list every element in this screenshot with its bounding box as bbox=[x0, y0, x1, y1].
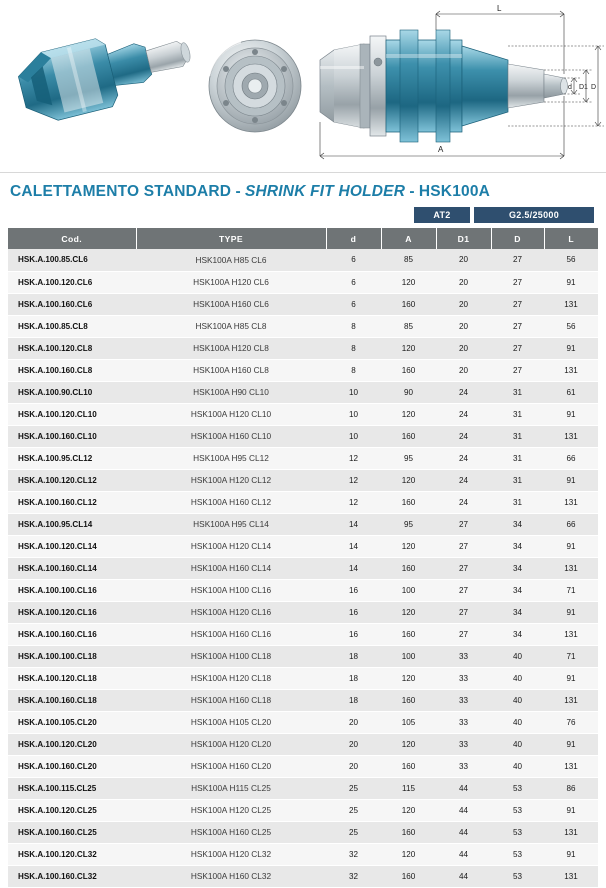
cell-D: 40 bbox=[491, 689, 544, 711]
cell-A: 95 bbox=[381, 513, 436, 535]
cell-D: 27 bbox=[491, 359, 544, 381]
cell-D: 40 bbox=[491, 645, 544, 667]
table-row bbox=[8, 667, 598, 689]
table-row bbox=[8, 733, 598, 755]
cell-type: HSK100A H120 CL12 bbox=[136, 469, 326, 491]
cell-code: HSK.A.100.120.CL12 bbox=[8, 469, 136, 491]
cell-D: 34 bbox=[491, 513, 544, 535]
table-row bbox=[8, 447, 598, 469]
cell-D1: 44 bbox=[436, 821, 491, 843]
cell-D: 53 bbox=[491, 821, 544, 843]
cell-type: HSK100A H120 CL6 bbox=[136, 271, 326, 293]
cell-D: 27 bbox=[491, 337, 544, 359]
table-row bbox=[8, 403, 598, 425]
table-row bbox=[8, 645, 598, 667]
table-row bbox=[8, 865, 598, 887]
cell-A: 120 bbox=[381, 403, 436, 425]
dim-label-d: d bbox=[568, 84, 572, 91]
cell-D1: 20 bbox=[436, 271, 491, 293]
column-header-A: A bbox=[381, 228, 436, 249]
cell-D: 53 bbox=[491, 799, 544, 821]
cell-code: HSK.A.100.115.CL25 bbox=[8, 777, 136, 799]
cell-d: 18 bbox=[326, 667, 381, 689]
holder-dimension-illustration bbox=[312, 0, 604, 172]
spec-badges bbox=[8, 207, 598, 225]
cell-code: HSK.A.100.95.CL14 bbox=[8, 513, 136, 535]
title-separator-2: - bbox=[405, 183, 419, 200]
cell-D1: 27 bbox=[436, 579, 491, 601]
cell-type: HSK100A H160 CL32 bbox=[136, 865, 326, 887]
cell-A: 100 bbox=[381, 645, 436, 667]
cell-d: 18 bbox=[326, 645, 381, 667]
cell-L: 91 bbox=[544, 403, 598, 425]
table-row bbox=[8, 557, 598, 579]
holder-front-illustration bbox=[200, 0, 310, 172]
cell-D: 40 bbox=[491, 755, 544, 777]
cell-A: 120 bbox=[381, 601, 436, 623]
table-row bbox=[8, 315, 598, 337]
cell-A: 120 bbox=[381, 271, 436, 293]
cell-type: HSK100A H115 CL25 bbox=[136, 777, 326, 799]
dim-label-L: L bbox=[497, 4, 502, 13]
cell-type: HSK100A H120 CL20 bbox=[136, 733, 326, 755]
table-row bbox=[8, 601, 598, 623]
cell-d: 25 bbox=[326, 777, 381, 799]
cell-D: 34 bbox=[491, 601, 544, 623]
cell-A: 160 bbox=[381, 491, 436, 513]
table-row bbox=[8, 293, 598, 315]
cell-d: 12 bbox=[326, 469, 381, 491]
cell-L: 131 bbox=[544, 491, 598, 513]
cell-d: 8 bbox=[326, 359, 381, 381]
cell-code: HSK.A.100.160.CL10 bbox=[8, 425, 136, 447]
cell-code: HSK.A.100.120.CL20 bbox=[8, 733, 136, 755]
table-row bbox=[8, 821, 598, 843]
cell-code: HSK.A.100.95.CL12 bbox=[8, 447, 136, 469]
illustration-band bbox=[0, 0, 606, 172]
table-row bbox=[8, 579, 598, 601]
cell-type: HSK100A H120 CL8 bbox=[136, 337, 326, 359]
cell-A: 95 bbox=[381, 447, 436, 469]
table-row bbox=[8, 799, 598, 821]
cell-code: HSK.A.100.85.CL6 bbox=[8, 249, 136, 271]
cell-A: 160 bbox=[381, 821, 436, 843]
table-row bbox=[8, 689, 598, 711]
cell-d: 14 bbox=[326, 557, 381, 579]
cell-D: 34 bbox=[491, 623, 544, 645]
column-header-type: TYPE bbox=[136, 228, 326, 249]
column-header-D: D bbox=[491, 228, 544, 249]
cell-type: HSK100A H100 CL18 bbox=[136, 645, 326, 667]
cell-code: HSK.A.100.85.CL8 bbox=[8, 315, 136, 337]
cell-d: 8 bbox=[326, 337, 381, 359]
cell-L: 71 bbox=[544, 645, 598, 667]
title-main: CALETTAMENTO STANDARD bbox=[10, 183, 232, 200]
cell-code: HSK.A.100.160.CL12 bbox=[8, 491, 136, 513]
holder-section-illustration bbox=[8, 0, 198, 172]
cell-D: 34 bbox=[491, 579, 544, 601]
cell-type: HSK100A H160 CL16 bbox=[136, 623, 326, 645]
cell-D1: 33 bbox=[436, 733, 491, 755]
holder-section-svg bbox=[8, 0, 198, 172]
cell-L: 91 bbox=[544, 799, 598, 821]
cell-A: 100 bbox=[381, 579, 436, 601]
cell-L: 91 bbox=[544, 469, 598, 491]
cell-L: 61 bbox=[544, 381, 598, 403]
cell-code: HSK.A.100.120.CL25 bbox=[8, 799, 136, 821]
cell-D: 27 bbox=[491, 315, 544, 337]
cell-D1: 27 bbox=[436, 601, 491, 623]
table-row bbox=[8, 491, 598, 513]
cell-A: 120 bbox=[381, 535, 436, 557]
column-header-L: L bbox=[544, 228, 598, 249]
table-row bbox=[8, 337, 598, 359]
cell-d: 14 bbox=[326, 535, 381, 557]
cell-L: 131 bbox=[544, 425, 598, 447]
cell-D: 27 bbox=[491, 293, 544, 315]
cell-L: 91 bbox=[544, 843, 598, 865]
cell-A: 120 bbox=[381, 733, 436, 755]
table-row bbox=[8, 623, 598, 645]
cell-D: 31 bbox=[491, 491, 544, 513]
cell-type: HSK100A H85 CL8 bbox=[136, 315, 326, 337]
cell-D1: 44 bbox=[436, 777, 491, 799]
cell-A: 160 bbox=[381, 293, 436, 315]
table-row bbox=[8, 777, 598, 799]
product-table bbox=[8, 228, 598, 888]
cell-D1: 27 bbox=[436, 557, 491, 579]
cell-D1: 33 bbox=[436, 689, 491, 711]
cell-d: 14 bbox=[326, 513, 381, 535]
cell-code: HSK.A.100.120.CL8 bbox=[8, 337, 136, 359]
cell-d: 16 bbox=[326, 601, 381, 623]
cell-code: HSK.A.100.120.CL14 bbox=[8, 535, 136, 557]
cell-type: HSK100A H120 CL14 bbox=[136, 535, 326, 557]
cell-A: 85 bbox=[381, 315, 436, 337]
cell-code: HSK.A.100.120.CL32 bbox=[8, 843, 136, 865]
column-header-d: d bbox=[326, 228, 381, 249]
cell-d: 18 bbox=[326, 689, 381, 711]
holder-front-svg bbox=[200, 0, 310, 172]
cell-d: 6 bbox=[326, 293, 381, 315]
cell-d: 6 bbox=[326, 271, 381, 293]
cell-type: HSK100A H95 CL14 bbox=[136, 513, 326, 535]
cell-type: HSK100A H120 CL16 bbox=[136, 601, 326, 623]
cell-A: 90 bbox=[381, 381, 436, 403]
cell-d: 6 bbox=[326, 249, 381, 271]
cell-d: 25 bbox=[326, 821, 381, 843]
cell-A: 120 bbox=[381, 799, 436, 821]
cell-L: 131 bbox=[544, 689, 598, 711]
cell-D: 27 bbox=[491, 271, 544, 293]
cell-L: 131 bbox=[544, 623, 598, 645]
cell-D1: 44 bbox=[436, 843, 491, 865]
cell-A: 160 bbox=[381, 623, 436, 645]
cell-D1: 33 bbox=[436, 645, 491, 667]
cell-d: 32 bbox=[326, 865, 381, 887]
cell-d: 12 bbox=[326, 447, 381, 469]
cell-d: 10 bbox=[326, 425, 381, 447]
cell-L: 131 bbox=[544, 557, 598, 579]
dim-label-D1: D1 bbox=[579, 84, 588, 91]
cell-D: 53 bbox=[491, 843, 544, 865]
cell-L: 56 bbox=[544, 249, 598, 271]
cell-d: 25 bbox=[326, 799, 381, 821]
cell-L: 91 bbox=[544, 733, 598, 755]
cell-d: 16 bbox=[326, 579, 381, 601]
status-badge-balance: G2.5/25000 bbox=[474, 207, 594, 223]
table-row bbox=[8, 359, 598, 381]
cell-D: 31 bbox=[491, 425, 544, 447]
cell-D1: 20 bbox=[436, 337, 491, 359]
cell-L: 131 bbox=[544, 359, 598, 381]
column-header-D1: D1 bbox=[436, 228, 491, 249]
table-row bbox=[8, 469, 598, 491]
cell-A: 160 bbox=[381, 359, 436, 381]
dim-label-D: D bbox=[591, 84, 597, 91]
cell-D: 27 bbox=[491, 249, 544, 271]
cell-d: 16 bbox=[326, 623, 381, 645]
cell-A: 160 bbox=[381, 755, 436, 777]
cell-code: HSK.A.100.160.CL6 bbox=[8, 293, 136, 315]
cell-L: 131 bbox=[544, 865, 598, 887]
cell-D: 31 bbox=[491, 381, 544, 403]
cell-D: 40 bbox=[491, 667, 544, 689]
cell-code: HSK.A.100.160.CL25 bbox=[8, 821, 136, 843]
cell-code: HSK.A.100.100.CL18 bbox=[8, 645, 136, 667]
cell-L: 91 bbox=[544, 535, 598, 557]
cell-type: HSK100A H85 CL6 bbox=[136, 249, 326, 271]
table-row bbox=[8, 381, 598, 403]
cell-type: HSK100A H100 CL16 bbox=[136, 579, 326, 601]
cell-type: HSK100A H160 CL18 bbox=[136, 689, 326, 711]
cell-L: 131 bbox=[544, 755, 598, 777]
cell-D1: 27 bbox=[436, 623, 491, 645]
cell-code: HSK.A.100.100.CL16 bbox=[8, 579, 136, 601]
page-title bbox=[0, 173, 606, 205]
cell-D1: 27 bbox=[436, 535, 491, 557]
cell-D: 31 bbox=[491, 403, 544, 425]
table-row bbox=[8, 843, 598, 865]
cell-type: HSK100A H160 CL20 bbox=[136, 755, 326, 777]
cell-A: 120 bbox=[381, 843, 436, 865]
cell-code: HSK.A.100.120.CL10 bbox=[8, 403, 136, 425]
cell-d: 10 bbox=[326, 403, 381, 425]
cell-L: 91 bbox=[544, 337, 598, 359]
cell-code: HSK.A.100.160.CL18 bbox=[8, 689, 136, 711]
cell-type: HSK100A H160 CL12 bbox=[136, 491, 326, 513]
table-row bbox=[8, 249, 598, 271]
cell-D: 31 bbox=[491, 469, 544, 491]
cell-code: HSK.A.100.105.CL20 bbox=[8, 711, 136, 733]
cell-A: 160 bbox=[381, 425, 436, 447]
cell-type: HSK100A H120 CL18 bbox=[136, 667, 326, 689]
dim-label-A: A bbox=[438, 145, 444, 154]
cell-code: HSK.A.100.160.CL8 bbox=[8, 359, 136, 381]
table-row bbox=[8, 755, 598, 777]
cell-L: 131 bbox=[544, 293, 598, 315]
cell-D1: 20 bbox=[436, 315, 491, 337]
cell-type: HSK100A H95 CL12 bbox=[136, 447, 326, 469]
cell-d: 32 bbox=[326, 843, 381, 865]
cell-A: 160 bbox=[381, 689, 436, 711]
cell-A: 120 bbox=[381, 469, 436, 491]
cell-D1: 44 bbox=[436, 865, 491, 887]
table-header-row bbox=[8, 228, 598, 249]
cell-A: 105 bbox=[381, 711, 436, 733]
cell-L: 91 bbox=[544, 271, 598, 293]
cell-d: 12 bbox=[326, 491, 381, 513]
cell-type: HSK100A H105 CL20 bbox=[136, 711, 326, 733]
cell-A: 160 bbox=[381, 557, 436, 579]
status-badge-at2: AT2 bbox=[414, 207, 470, 223]
holder-dimension-svg bbox=[312, 0, 604, 172]
cell-d: 20 bbox=[326, 733, 381, 755]
cell-D: 34 bbox=[491, 557, 544, 579]
cell-D1: 33 bbox=[436, 755, 491, 777]
cell-D: 34 bbox=[491, 535, 544, 557]
cell-L: 56 bbox=[544, 315, 598, 337]
cell-L: 131 bbox=[544, 821, 598, 843]
cell-A: 160 bbox=[381, 865, 436, 887]
cell-type: HSK100A H160 CL6 bbox=[136, 293, 326, 315]
cell-code: HSK.A.100.120.CL18 bbox=[8, 667, 136, 689]
cell-A: 120 bbox=[381, 337, 436, 359]
cell-D: 53 bbox=[491, 865, 544, 887]
cell-D1: 27 bbox=[436, 513, 491, 535]
title-separator-1: - bbox=[231, 183, 245, 200]
cell-code: HSK.A.100.160.CL20 bbox=[8, 755, 136, 777]
column-header-code: Cod. bbox=[8, 228, 136, 249]
table-header bbox=[8, 228, 598, 249]
cell-type: HSK100A H120 CL25 bbox=[136, 799, 326, 821]
cell-D: 31 bbox=[491, 447, 544, 469]
cell-D1: 20 bbox=[436, 359, 491, 381]
cell-L: 76 bbox=[544, 711, 598, 733]
cell-L: 91 bbox=[544, 667, 598, 689]
cell-D: 40 bbox=[491, 711, 544, 733]
cell-A: 85 bbox=[381, 249, 436, 271]
cell-D1: 44 bbox=[436, 799, 491, 821]
cell-D1: 20 bbox=[436, 249, 491, 271]
table-body bbox=[8, 249, 598, 887]
cell-code: HSK.A.100.120.CL16 bbox=[8, 601, 136, 623]
cell-D1: 24 bbox=[436, 381, 491, 403]
cell-D1: 24 bbox=[436, 469, 491, 491]
cell-type: HSK100A H160 CL10 bbox=[136, 425, 326, 447]
table-row bbox=[8, 513, 598, 535]
cell-D1: 24 bbox=[436, 425, 491, 447]
table-row bbox=[8, 425, 598, 447]
cell-D: 40 bbox=[491, 733, 544, 755]
cell-type: HSK100A H120 CL32 bbox=[136, 843, 326, 865]
cell-D1: 24 bbox=[436, 491, 491, 513]
cell-type: HSK100A H160 CL14 bbox=[136, 557, 326, 579]
cell-D: 53 bbox=[491, 777, 544, 799]
cell-code: HSK.A.100.160.CL16 bbox=[8, 623, 136, 645]
table-row bbox=[8, 535, 598, 557]
cell-L: 66 bbox=[544, 513, 598, 535]
cell-D1: 24 bbox=[436, 447, 491, 469]
cell-code: HSK.A.100.160.CL32 bbox=[8, 865, 136, 887]
cell-d: 8 bbox=[326, 315, 381, 337]
title-suffix: HSK100A bbox=[418, 183, 491, 200]
cell-A: 115 bbox=[381, 777, 436, 799]
cell-d: 20 bbox=[326, 755, 381, 777]
cell-D1: 20 bbox=[436, 293, 491, 315]
cell-code: HSK.A.100.160.CL14 bbox=[8, 557, 136, 579]
title-italic: SHRINK FIT HOLDER bbox=[244, 183, 406, 200]
cell-D1: 24 bbox=[436, 403, 491, 425]
table-row bbox=[8, 271, 598, 293]
cell-code: HSK.A.100.90.CL10 bbox=[8, 381, 136, 403]
cell-L: 71 bbox=[544, 579, 598, 601]
cell-d: 20 bbox=[326, 711, 381, 733]
cell-code: HSK.A.100.120.CL6 bbox=[8, 271, 136, 293]
cell-d: 10 bbox=[326, 381, 381, 403]
cell-type: HSK100A H90 CL10 bbox=[136, 381, 326, 403]
cell-type: HSK100A H160 CL8 bbox=[136, 359, 326, 381]
cell-type: HSK100A H160 CL25 bbox=[136, 821, 326, 843]
cell-D1: 33 bbox=[436, 667, 491, 689]
cell-A: 120 bbox=[381, 667, 436, 689]
table-row bbox=[8, 711, 598, 733]
cell-type: HSK100A H120 CL10 bbox=[136, 403, 326, 425]
cell-L: 66 bbox=[544, 447, 598, 469]
cell-L: 91 bbox=[544, 601, 598, 623]
cell-D1: 33 bbox=[436, 711, 491, 733]
cell-L: 86 bbox=[544, 777, 598, 799]
